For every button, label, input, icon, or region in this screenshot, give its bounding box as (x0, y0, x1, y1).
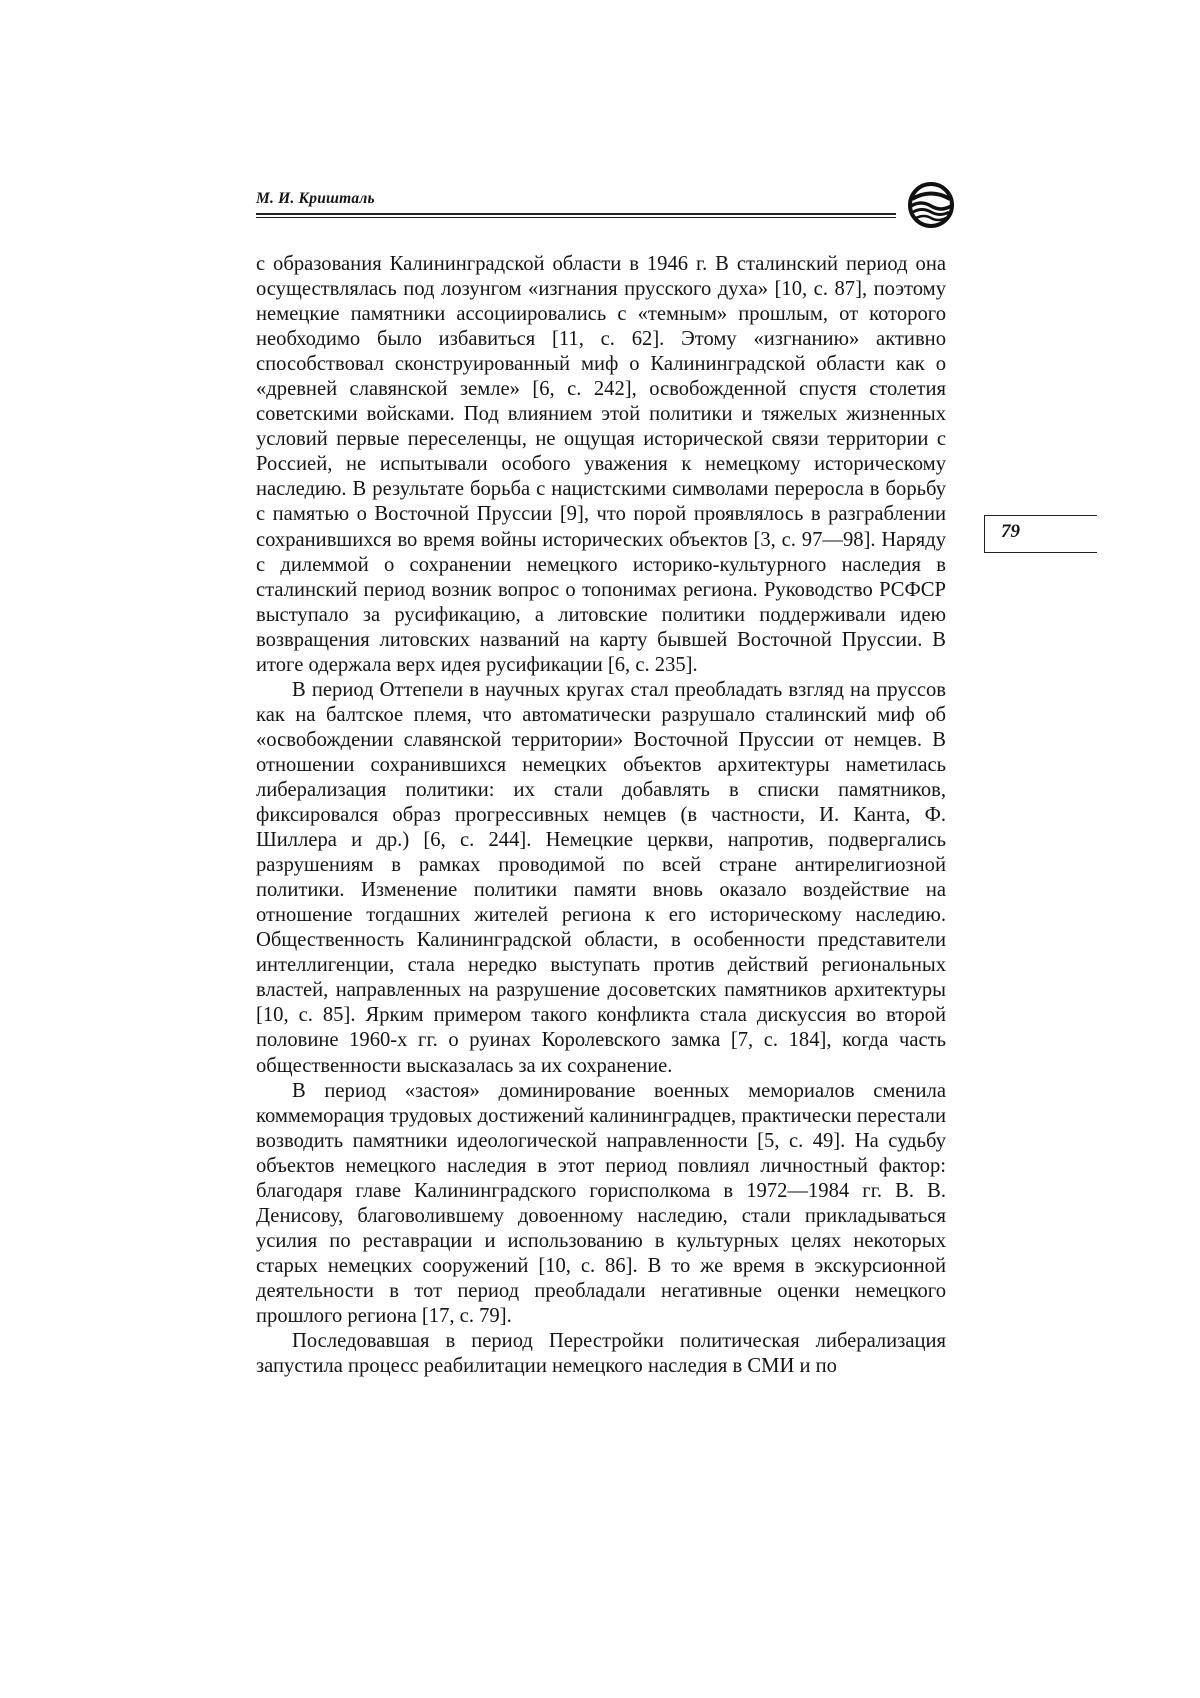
author-name: М. И. Кришталь (256, 190, 375, 207)
header-rule-thin (256, 217, 896, 218)
paragraph: В период «застоя» доминирование военных мемориалов сменила коммеморация трудовых достижений калининградцев, практически перестали возводить памятники идеологической направленности [5, с. 49]. На судьбу объектов немецкого наследия в этот период повлиял личностный фактор: благодаря главе Калининградского горисполкома в 1972—1984 гг. В. В. Денисову, благоволившему довоенному наследию, стали прикладываться усилия по реставрации и использованию в культурных целях некоторых старых немецких сооружений [10, с. 86]. В то же время в экскурсионной деятельности в тот период преобладали негативные оценки немецкого прошлого региона [17, с. 79]. (256, 1079, 946, 1327)
page-number-box (984, 515, 1097, 553)
header-rule-thick (256, 213, 896, 215)
journal-logo-icon (906, 180, 956, 230)
article-body (256, 252, 946, 1379)
paragraph: Последовавшая в период Перестройки политическая либерализация запустила процесс реабилитации немецкого наследия в СМИ и по (256, 1330, 946, 1378)
page-number: 79 (1001, 521, 1020, 542)
paragraph: с образования Калининградской области в 1946 г. В сталинский период она осуществлялась под лозунгом «изгнания прусского духа» [10, с. 87], поэтому немецкие памятники ассоциировались с «темным» прошлым, от которого необходимо было избавиться [11, с. 62]. Этому «изгнанию» активно способствовал сконструированный миф о Калининградской области как о «древней славянской земле» [6, с. 242], освобожденной спустя столетия советскими войсками. Под влиянием этой политики и тяжелых жизненных условий первые переселенцы, не ощущая исторической связи территории с Россией, не испытывали особого уважения к немецкому историческому наследию. В результате борьба с нацистскими символами переросла в борьбу с памятью о Восточной Пруссии [9], что порой проявлялось в разграблении сохранившихся во время войны исторических объектов [3, с. 97—98]. Наряду с дилеммой о сохранении немецкого историко-культурного наследия в сталинский период возник вопрос о топонимах региона. Руководство РСФСР выступало за русификацию, а литовские политики поддерживали идею возвращения литовских названий на карту бывшей Восточной Пруссии. В итоге одержала верх идея русификации [6, с. 235]. (256, 253, 946, 676)
paragraph: В период Оттепели в научных кругах стал преобладать взгляд на пруссов как на балтское племя, что автоматически разрушало сталинский миф об «освобождении славянской территории» Восточной Пруссии от немцев. В отношении сохранившихся немецких объектов архитектуры наметилась либерализация политики: их стали добавлять в списки памятников, фиксировался образ прогрессивных немцев (в частности, И. Канта, Ф. Шиллера и др.) [6, с. 244]. Немецкие церкви, напротив, подвергались разрушениям в рамках проводимой по всей стране антирелигиозной политики. Изменение политики памяти вновь оказало воздействие на отношение тогдашних жителей региона к его историческому наследию. Общественность Калининградской области, в особенности представители интеллигенции, стала нередко выступать против действий региональных властей, направленных на разрушение досоветских памятников архитектуры [10, с. 85]. Ярким примером такого конфликта стала дискуссия во второй половине 1960-х гг. о руинах Королевского замка [7, с. 184], когда часть общественности высказалась за их сохранение. (256, 678, 946, 1077)
running-header (256, 188, 958, 224)
